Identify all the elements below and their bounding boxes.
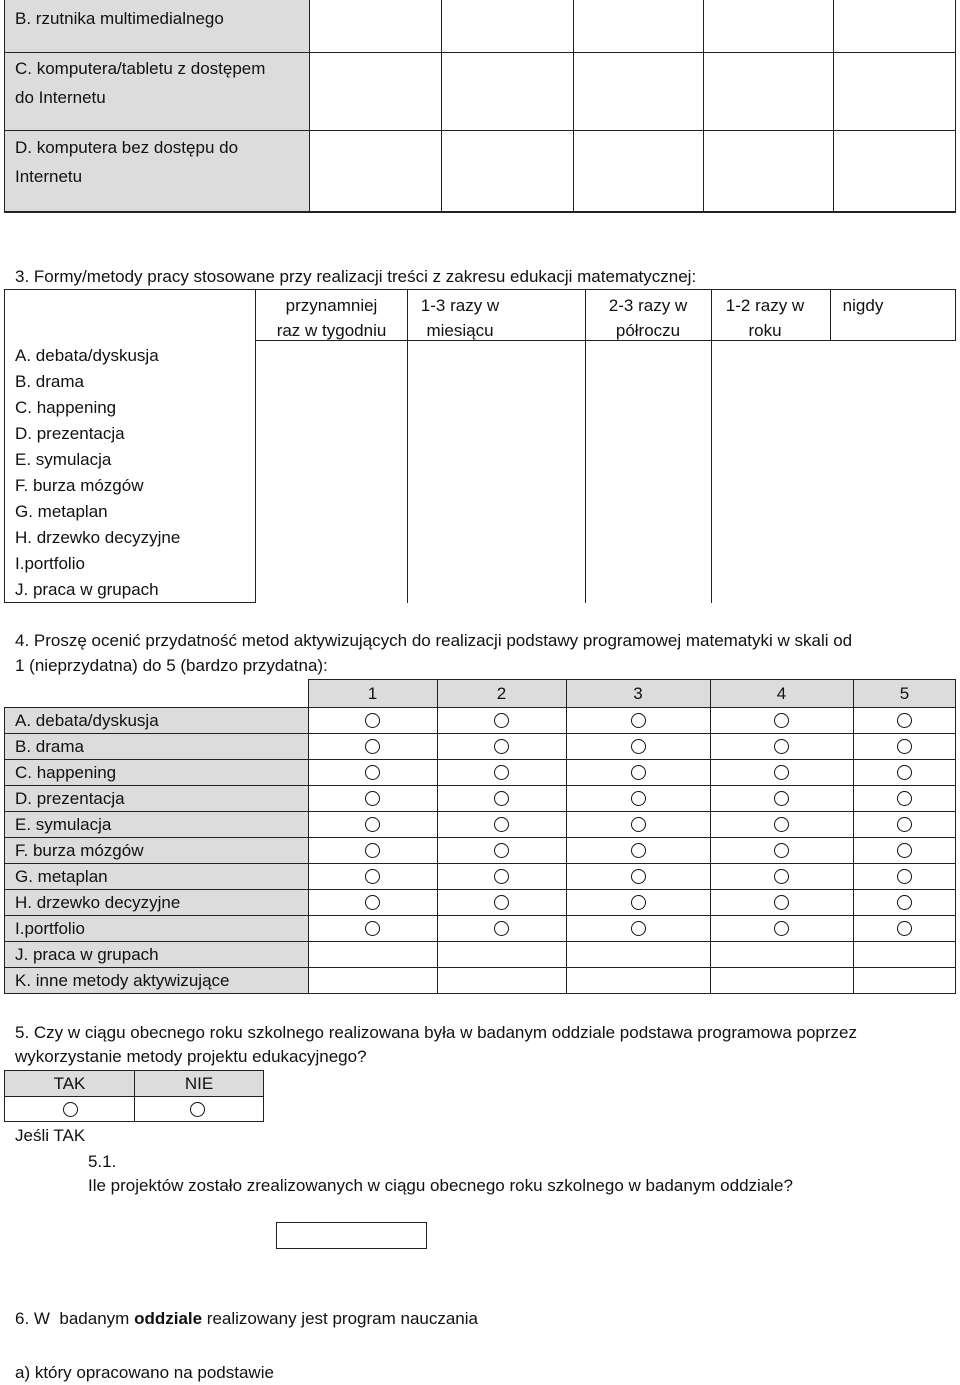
q4-rating-radio[interactable] <box>774 739 789 754</box>
q4-rating-radio[interactable] <box>774 765 789 780</box>
q4-item: K. inne metody aktywizujące <box>15 971 230 990</box>
q6-bold-word: oddziale <box>134 1309 203 1328</box>
q4-rating-radio[interactable] <box>494 817 509 832</box>
q3-item: D. prezentacja <box>15 424 125 443</box>
q4-item: D. prezentacja <box>15 789 125 808</box>
q4-rating-radio[interactable] <box>774 869 789 884</box>
q5-question-line2: wykorzystanie metody projektu edukacyjnego? <box>15 1047 367 1066</box>
q4-rating-radio[interactable] <box>897 791 912 806</box>
q4-scale-label: 1 <box>367 684 378 703</box>
q5-no-label: NIE <box>184 1074 214 1093</box>
q5-count-input[interactable] <box>276 1222 427 1249</box>
q4-rating-radio[interactable] <box>897 869 912 884</box>
q4-rating-radio[interactable] <box>897 817 912 832</box>
q4-rating-radio[interactable] <box>365 791 380 806</box>
q4-rating-radio[interactable] <box>774 895 789 910</box>
q4-scale-label: 3 <box>633 684 643 703</box>
q3-item: A. debata/dyskusja <box>15 346 159 365</box>
q4-rating-radio[interactable] <box>365 921 380 936</box>
q4-rating-radio[interactable] <box>897 843 912 858</box>
q4-rating-radio[interactable] <box>774 843 789 858</box>
q4-rating-radio[interactable] <box>631 869 646 884</box>
q5-question-line1: 5. Czy w ciągu obecnego roku szkolnego realizowana była w badanym oddziale podstawa programowa poprzez <box>15 1023 857 1042</box>
q4-rating-radio[interactable] <box>494 895 509 910</box>
q3-header-monthly-2: miesiącu <box>426 321 494 340</box>
q5-yes-label: TAK <box>53 1074 86 1093</box>
q4-rating-radio[interactable] <box>365 765 380 780</box>
q4-rating-radio[interactable] <box>365 869 380 884</box>
q4-rating-radio[interactable] <box>631 713 646 728</box>
q3-item: C. happening <box>15 398 117 417</box>
q5-sub-number: 5.1. <box>88 1152 117 1171</box>
q3-header-never: nigdy <box>842 296 884 315</box>
q4-rating-radio[interactable] <box>631 895 646 910</box>
q3-header-monthly-1: 1-3 razy w <box>420 296 500 315</box>
q4-rating-radio[interactable] <box>631 843 646 858</box>
top-row-c-line1: C. komputera/tabletu z dostępem <box>15 59 266 78</box>
q4-rating-radio[interactable] <box>365 895 380 910</box>
q3-item: G. metaplan <box>15 502 108 521</box>
q3-item: E. symulacja <box>15 450 112 469</box>
q4-rating-radio[interactable] <box>897 921 912 936</box>
q4-item: J. praca w grupach <box>15 945 159 964</box>
q6-question <box>15 1310 478 1327</box>
q4-item: B. drama <box>15 737 84 756</box>
q4-scale-label: 2 <box>496 684 507 703</box>
q4-scale-label: 5 <box>899 684 910 703</box>
q3-header-weekly-2: raz w tygodniu <box>276 321 387 340</box>
q4-item: G. metaplan <box>15 867 108 886</box>
q4-rating-radio[interactable] <box>631 739 646 754</box>
q4-item: F. burza mózgów <box>15 841 144 860</box>
top-row-d-line2: Internetu <box>15 167 83 186</box>
q3-header-yearly-1: 1-2 razy w <box>725 296 805 315</box>
top-row-b: B. rzutnika multimedialnego <box>15 9 224 28</box>
q3-item: F. burza mózgów <box>15 476 144 495</box>
q5-yes-radio[interactable] <box>63 1102 78 1117</box>
q3-header-weekly-1: przynamniej <box>285 296 378 315</box>
q4-rating-radio[interactable] <box>774 921 789 936</box>
top-row-d-line1: D. komputera bez dostępu do <box>15 138 239 157</box>
q4-rating-radio[interactable] <box>494 713 509 728</box>
q4-rating-radio[interactable] <box>631 791 646 806</box>
q6-sub-a: a) który opracowano na podstawie <box>15 1363 274 1382</box>
q4-item: C. happening <box>15 763 117 782</box>
q4-rating-radio[interactable] <box>631 817 646 832</box>
q6-prefix: 6. W badanym <box>15 1309 135 1328</box>
q4-rating-radio[interactable] <box>774 713 789 728</box>
q3-header-yearly-2: roku <box>748 321 782 340</box>
q6-suffix: realizowany jest program nauczania <box>202 1309 478 1328</box>
q4-rating-radio[interactable] <box>774 791 789 806</box>
q5-sub-question: Ile projektów zostało zrealizowanych w ciągu obecnego roku szkolnego w badanym oddziale? <box>88 1176 793 1195</box>
q4-rating-radio[interactable] <box>494 921 509 936</box>
q3-header-halfyear-1: 2-3 razy w <box>608 296 688 315</box>
q4-rating-radio[interactable] <box>365 843 380 858</box>
q4-rating-radio[interactable] <box>774 817 789 832</box>
q4-rating-radio[interactable] <box>494 739 509 754</box>
q4-rating-radio[interactable] <box>897 713 912 728</box>
q4-scale-label: 4 <box>776 684 787 703</box>
q4-item: I.portfolio <box>15 919 85 938</box>
q4-rating-radio[interactable] <box>631 921 646 936</box>
q4-rating-radio[interactable] <box>897 739 912 754</box>
q4-rating-radio[interactable] <box>494 843 509 858</box>
q3-item: B. drama <box>15 372 84 391</box>
q4-rating-radio[interactable] <box>365 713 380 728</box>
q4-rating-radio[interactable] <box>631 765 646 780</box>
q4-rating-radio[interactable] <box>494 765 509 780</box>
q4-question-line1: 4. Proszę ocenić przydatność metod aktywizujących do realizacji podstawy programowej matematyki w skali od <box>15 631 853 650</box>
q4-item: H. drzewko decyzyjne <box>15 893 181 912</box>
q3-item: I.portfolio <box>15 554 85 573</box>
q4-rating-radio[interactable] <box>897 895 912 910</box>
q5-if-yes: Jeśli TAK <box>15 1126 86 1145</box>
q4-rating-radio[interactable] <box>365 739 380 754</box>
q3-item: J. praca w grupach <box>15 580 159 599</box>
q4-rating-radio[interactable] <box>494 869 509 884</box>
q4-item: E. symulacja <box>15 815 112 834</box>
q3-header-halfyear-2: półroczu <box>615 321 681 340</box>
q4-item: A. debata/dyskusja <box>15 711 159 730</box>
top-row-c-line2: do Internetu <box>15 88 106 107</box>
q4-question-line2: 1 (nieprzydatna) do 5 (bardzo przydatna): <box>15 656 328 675</box>
q5-no-radio[interactable] <box>190 1102 205 1117</box>
q4-rating-radio[interactable] <box>365 817 380 832</box>
q4-rating-radio[interactable] <box>897 765 912 780</box>
q3-question: 3. Formy/metody pracy stosowane przy realizacji treści z zakresu edukacji matematycznej: <box>15 267 697 286</box>
q4-rating-radio[interactable] <box>494 791 509 806</box>
q3-item: H. drzewko decyzyjne <box>15 528 181 547</box>
